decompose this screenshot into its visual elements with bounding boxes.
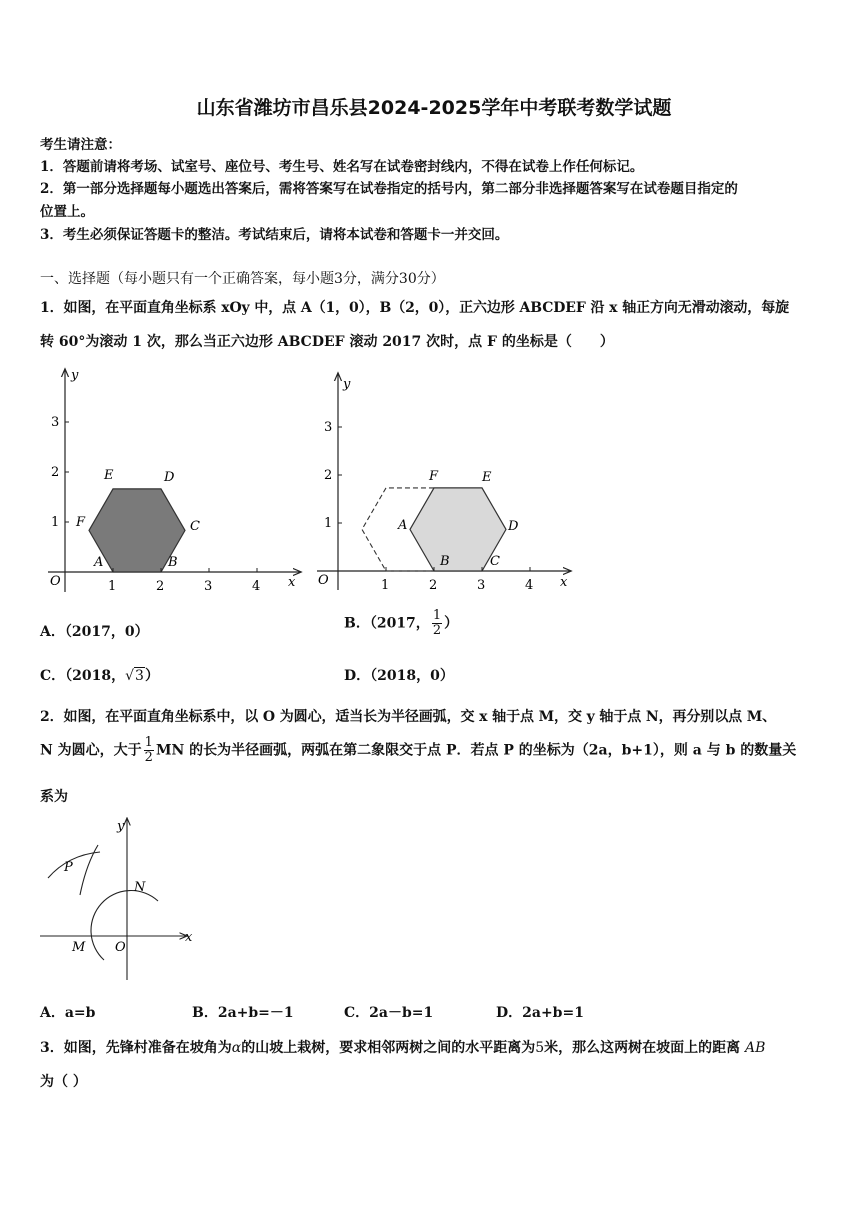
q1-option-b-prefix: B．（2017，	[344, 615, 430, 632]
notice-heading: 考生请注意：	[40, 137, 121, 153]
q2-option-a: A．a=b	[40, 1005, 96, 1021]
q1-option-c	[40, 665, 159, 685]
point-f-label: F	[76, 515, 86, 530]
q1-option-b-suffix: ）	[444, 615, 459, 632]
y-axis-label: y	[71, 368, 79, 383]
q1-text-line2: 转 60°为滚动 1 次，那么当正六边形 ABCDEF 滚动 2017 次时，点 F 的坐标是（ ）	[40, 334, 614, 350]
y-tick-2: 2	[51, 465, 60, 480]
q1-figure-2	[312, 368, 582, 598]
segment-ab: AB	[745, 1040, 766, 1056]
x-tick-1: 1	[108, 579, 117, 594]
point-a-label: A	[94, 555, 104, 570]
point-d-label: D	[164, 470, 175, 485]
q2-figure	[38, 815, 198, 990]
x-tick-4: 4	[525, 578, 534, 593]
q3-text-line1	[40, 1037, 765, 1057]
q1-figure-1	[38, 362, 308, 597]
q2-option-d: D．2a+b=1	[496, 1005, 584, 1021]
x-axis-label: x	[288, 575, 296, 590]
point-f-label: F	[429, 469, 439, 484]
x-tick-3: 3	[477, 578, 486, 593]
y-axis-label: y	[117, 819, 125, 834]
x-tick-4: 4	[252, 579, 261, 594]
point-e-label: E	[104, 468, 114, 483]
y-tick-1: 1	[324, 516, 333, 531]
frac-num: 1	[432, 608, 442, 623]
origin-label: O	[115, 940, 126, 955]
q2-text-line2	[40, 736, 796, 765]
point-c-label: C	[190, 519, 200, 534]
q2-option-b: B．2a+b=－1	[192, 1005, 294, 1021]
notice-item-2: 2．第一部分选择题每小题选出答案后，需将答案写在试卷指定的括号内，第二部分非选择题答案写在试卷题目指定的	[40, 181, 738, 197]
notice-item-2-cont: 位置上。	[40, 204, 94, 220]
point-d-label: D	[508, 519, 519, 534]
fraction-one-half	[144, 736, 154, 765]
q1-option-c-suffix: ）	[144, 668, 159, 684]
q2-option-c: C．2a－b=1	[344, 1005, 434, 1021]
point-b-label: B	[440, 554, 450, 569]
q3-text-line2: 为（ ）	[40, 1074, 87, 1090]
y-tick-1: 1	[51, 515, 60, 530]
q1-option-b	[344, 609, 458, 638]
point-p-label: P	[64, 860, 73, 875]
q1-text-line1: 1．如图，在平面直角坐标系 xOy 中，点 A（1，0），B（2，0），正六边形 ABCDEF 沿 x 轴正方向无滑动滚动，每旋	[40, 300, 789, 316]
section-heading: 一、选择题（每小题只有一个正确答案，每小题3分，满分30分）	[40, 271, 445, 287]
q1-option-c-prefix: C．（2018，	[40, 668, 126, 684]
q3-line1-post: 米，那么这两树在坡面上的距离	[544, 1040, 741, 1056]
y-axis-label: y	[343, 377, 351, 392]
y-tick-3: 3	[51, 415, 60, 430]
alpha-symbol: α	[231, 1040, 242, 1056]
notice-item-3: 3．考生必须保证答题卡的整洁。考试结束后，请将本试卷和答题卡一并交回。	[40, 227, 509, 243]
q2-line2-post: MN 的长为半径画弧，两弧在第二象限交于点 P．若点 P 的坐标为（2a，b+1），则 a 与 b 的数量关	[155, 742, 797, 759]
page-title: 山东省潍坊市昌乐县2024-2025学年中考联考数学试题	[196, 97, 672, 119]
x-tick-2: 2	[156, 579, 165, 594]
x-tick-1: 1	[381, 578, 390, 593]
point-e-label: E	[482, 470, 492, 485]
q2-text-line3: 系为	[40, 789, 68, 805]
q1-option-a: A．（2017，0）	[40, 624, 149, 640]
point-b-label: B	[168, 555, 178, 570]
origin-label: O	[50, 574, 61, 589]
notice-item-1: 1．答题前请将考场、试室号、座位号、考生号、姓名写在试卷密封线内，不得在试卷上作任何标记。	[40, 159, 644, 175]
x-tick-2: 2	[429, 578, 438, 593]
x-axis-label: x	[560, 575, 568, 590]
point-a-label: A	[398, 518, 408, 533]
sqrt-radicand: 3	[135, 668, 144, 684]
y-tick-3: 3	[324, 420, 333, 435]
sqrt-symbol: √	[125, 668, 135, 684]
x-axis-label: x	[185, 930, 193, 945]
fraction-one-half	[432, 609, 442, 638]
origin-label: O	[318, 573, 329, 588]
point-c-label: C	[490, 554, 500, 569]
q2-line2-pre: N 为圆心，大于	[40, 742, 142, 759]
frac-num: 1	[144, 735, 153, 750]
y-tick-2: 2	[324, 468, 333, 483]
x-tick-3: 3	[204, 579, 213, 594]
distance-value: 5	[535, 1040, 545, 1056]
q1-option-d: D．（2018，0）	[344, 668, 454, 684]
q3-line1-pre: 3．如图，先锋村准备在坡角为	[40, 1040, 232, 1056]
frac-den: 2	[144, 750, 153, 765]
point-m-label: M	[72, 940, 86, 955]
frac-den: 2	[432, 623, 442, 638]
q3-line1-mid: 的山坡上栽树，要求相邻两树之间的水平距离为	[241, 1040, 536, 1056]
point-n-label: N	[134, 880, 146, 895]
q2-text-line1: 2．如图，在平面直角坐标系中，以 O 为圆心，适当长为半径画弧，交 x 轴于点 M，交 y 轴于点 N，再分别以点 M、	[40, 709, 777, 725]
